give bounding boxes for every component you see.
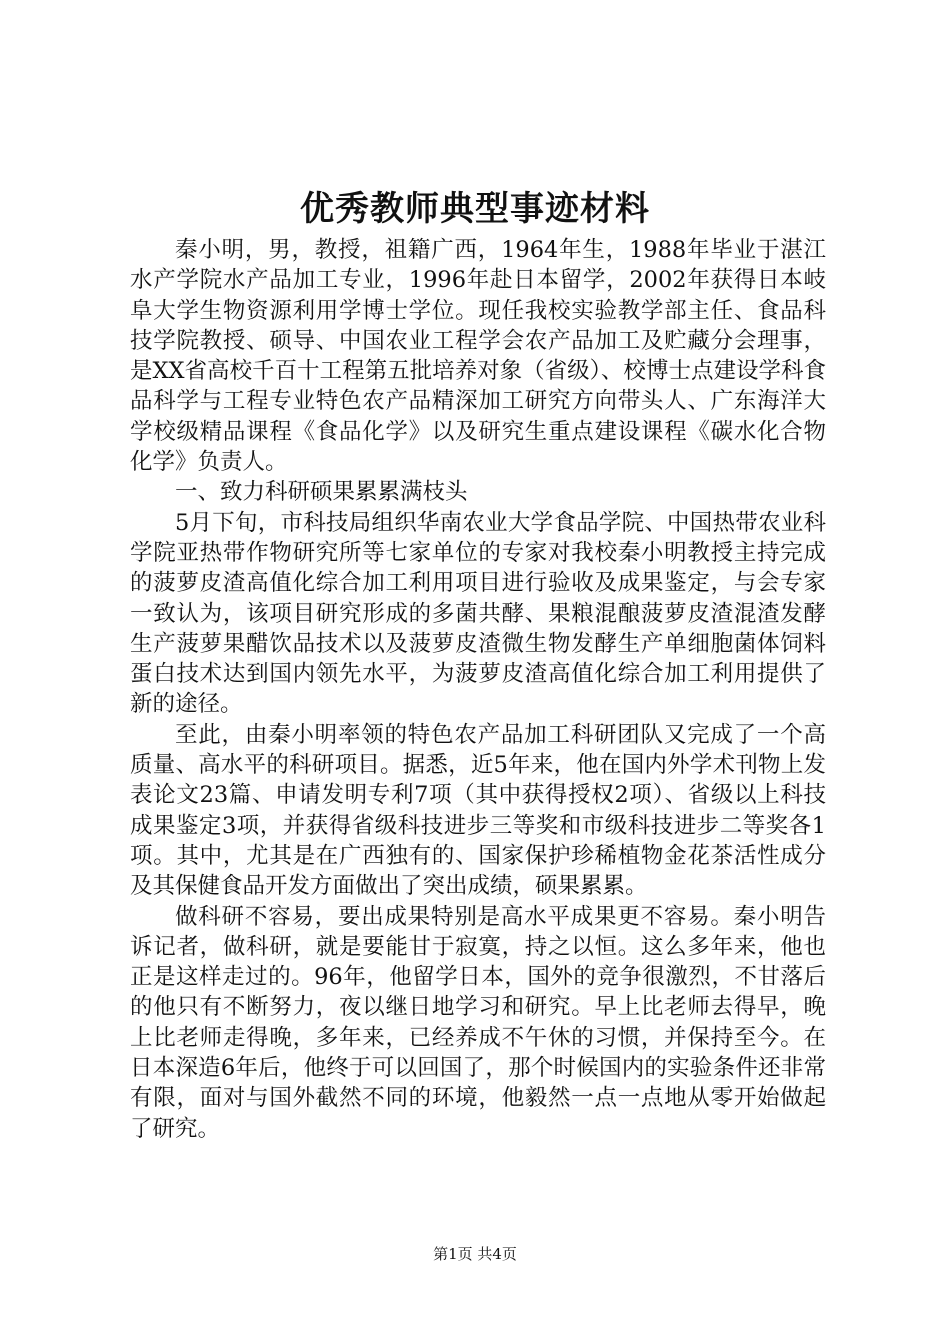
paragraph-perseverance: 做科研不容易，要出成果特别是高水平成果更不容易。秦小明告诉记者，做科研，就是要能甘于寂寞，持之以恒。这么多年来，他也正是这样走过的。96年，他留学日本，国外的竞争很激烈，不甘落后的他只有不断努力，夜以继日地学习和研究。早上比老师去得早，晚上比老师走得晚，多年来，已经养成不午休的习惯，并保持至今。在日本深造6年后，他终于可以回国了，那个时候国内的实验条件还非常有限，面对与国外截然不同的环境，他毅然一点一点地从零开始做起了研究。: [130, 903, 826, 1142]
document-title: 优秀教师典型事迹材料: [300, 189, 650, 229]
paragraph-project: 5月下旬，市科技局组织华南农业大学食品学院、中国热带农业科学院亚热带作物研究所等七家单位的专家对我校秦小明教授主持完成的菠萝皮渣高值化综合加工利用项目进行验收及成果鉴定，与会专家一致认为，该项目研究形成的多菌共酵、果粮混酿菠萝皮渣混渣发酵生产菠萝果醋饮品技术以及菠萝皮渣微生物发酵生产单细胞菌体饲料蛋白技术达到国内领先水平，为菠萝皮渣高值化综合加工利用提供了新的途径。: [130, 509, 826, 718]
paragraph-intro: 秦小明，男，教授，祖籍广西，1964年生，1988年毕业于湛江水产学院水产品加工专业，1996年赴日本留学，2002年获得日本岐阜大学生物资源利用学博士学位。现任我校实验教学部主任、食品科技学院教授、硕导、中国农业工程学会农产品加工及贮藏分会理事，是XX省高校千百十工程第五批培养对象（省级）、校博士点建设学科食品科学与工程专业特色农产品精深加工研究方向带头人、广东海洋大学校级精品课程《食品化学》以及研究生重点建设课程《碳水化合物化学》负责人。: [130, 237, 826, 476]
paragraph-achievements: 至此，由秦小明率领的特色农产品加工科研团队又完成了一个高质量、高水平的科研项目。据悉，近5年来，他在国内外学术刊物上发表论文23篇、申请发明专利7项（其中获得授权2项）、省级以上科技成果鉴定3项，并获得省级科技进步三等奖和市级科技进步二等奖各1项。其中，尤其是在广西独有的、国家保护珍稀植物金花茶活性成分及其保健食品开发方面做出了突出成绩，硕果累累。: [130, 721, 826, 900]
document-body: [130, 235, 826, 1144]
section-heading: 一、致力科研硕果累累满枝头: [175, 479, 468, 506]
page-number-footer: 第1页 共4页: [433, 1245, 517, 1263]
